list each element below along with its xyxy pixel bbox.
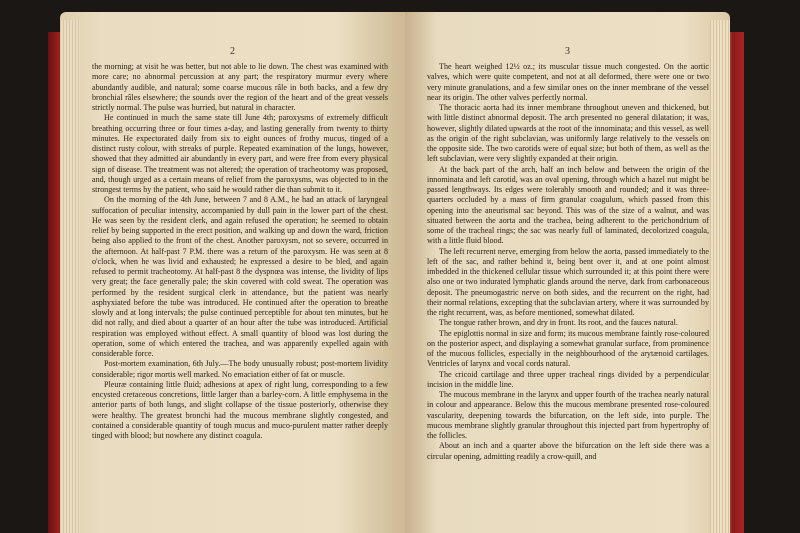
page-number-left: 2 xyxy=(230,46,235,57)
open-book xyxy=(60,12,730,533)
paragraph: The heart weighed 12½ oz.; its muscular tissue much congested. On the aortic valves, which were quite competent, and not at all deformed, there were one or two very minute granulations, and a few similar ones on the inner membrane of the vessel near its origin. The other valves perfectly normal. xyxy=(427,62,709,102)
paragraph: On the morning of the 4th June, between 7 and 8 A.M., he had an attack of laryngeal suffocation of peculiar intensity, accompanied by dull pain in the lower part of the chest. He was seen by the resident clerk, and again refused the operation; he seemed to obtain relief by being supported in the erect position, and walking up and down the ward, friction being also applied to the front of the chest. Another paroxysm, not so severe, occurred in the afternoon. At half-past 7 P.M. there was a return of the paroxysm. He was seen at 8 o'clock, when he was livid and exhausted; he expressed a desire to be bled, and again refused to permit tracheotomy. At half-past 8 the dyspnœa was intense, the lividity of lips very great; the face generally pale; the skin covered with cold sweat. The operation was performed by the resident surgical clerk in attendance, but the patient was nearly asphyxiated before the tube was introduced. He continued after the operation to breathe slowly and at long intervals; the pulse continued perceptible for about ten minutes, but he did not rally, and died about a quarter of an hour after the tube was introduced. Artificial respiration was employed without effect. A small quantity of blood was lost during the operation, some of which entered the trachea, and was apparently expelled again with considerable force. xyxy=(92,195,388,358)
left-page xyxy=(60,12,405,533)
paragraph: The thoracic aorta had its inner membrane throughout uneven and thickened, but with little distinct abnormal deposit. The arch presented no general dilatation; it was, however, slightly dilated upwards at the root of the innominata; and this vessel, as well as the origin of the right subclavian, was uniformly large relatively to the vessels on the opposite side. The two carotids were of equal size; but both of them, as well as the left subclavian, were very slightly expanded at their origin. xyxy=(427,103,709,164)
page-edges-right xyxy=(710,20,730,533)
page-number-right: 3 xyxy=(565,46,570,57)
paragraph: The cricoid cartilage and three upper tracheal rings divided by a perpendicular incision in the middle line. xyxy=(427,369,709,389)
paragraph: Post-mortem examination, 6th July.—The body unusually robust; post-mortem lividity considerable; rigor mortis well marked. No emaciation either of fat or muscle. xyxy=(92,359,388,379)
left-page-text xyxy=(92,62,388,441)
paragraph: The tongue rather brown, and dry in front. Its root, and the fauces natural. xyxy=(439,318,678,328)
paragraph: The left recurrent nerve, emerging from below the aorta, passed immediately to the left of the sac, and rather behind it, being bent over it, and at one point almost imbedded in the thickened cellular tissue which surrounded it; at this point there were also one or two indurated lymphatic glands around the nerve, dark from carbonaceous deposit. The pneumogastric nerve on both sides, and the recurrent on the right, had their normal relations, excepting that the subclavian artery, where it was surrounded by the right recurrent, was, as before mentioned, somewhat dilated. xyxy=(427,246,709,317)
paragraph: About an inch and a quarter above the bifurcation on the left side there was a circular opening, admitting readily a crow-quill, and xyxy=(427,441,709,461)
paragraph: He continued in much the same state till June 4th; paroxysms of extremely difficult breathing occurring three or four times a-day, and lasting generally from twenty to thirty minutes. He expectorated daily from six to eight ounces of frothy mucus, tinged of a distinct rusty colour, with streaks of purple. Repeated examination of the lungs, however, showed that they admitted air abundantly in every part, and were free from every physical sign of disease. The treatment was not altered; the operation of tracheotomy was proposed, and, though urged as a certain means of relief from the paroxysms, was objected to in the strongest terms by the patient, who said he would rather die than submit to it. xyxy=(92,113,388,194)
paragraph: At the back part of the arch, half an inch below and between the origin of the innominata and left carotid, was an oval opening, through which a hazel nut might be passed lengthways. Its edges were tolerably smooth and rounded; and it was three-quarters occluded by a mass of firm granular coagulum, which passed from this opening into the aneurismal sac beyond. This was of the size of a walnut, and was situated between the aorta and the trachea, being adherent to the perichondrium of some of the tracheal rings; the sac was nearly full of laminated, decolorized coagula, with a little fluid blood. xyxy=(427,164,709,246)
right-page-text xyxy=(427,62,709,462)
paragraph: Pleuræ containing little fluid; adhesions at apex of right lung, corresponding to a few encysted cretaceous concretions, little larger than a barley-corn. A little emphysema in the anterior parts of both lungs, and slight collapse of the tissue posteriorly, otherwise they were healthy. The greatest bronchi had the mucous membrane slightly congested, and contained a considerable quantity of tough mucus and muco-purulent matter rather deeply tinged with blood; but nowhere any distinct coagula. xyxy=(92,379,388,440)
paragraph: The epiglottis normal in size and form; its mucous membrane faintly rose-coloured on the posterior aspect, and displaying a somewhat granular surface, from prominence of the mucous follicles, especially in the neighbourhood of the arytænoid cartilages. Ventricles of larynx and vocal cords natural. xyxy=(427,328,709,369)
page-edges-left xyxy=(60,20,80,533)
paragraph: the morning; at visit he was better, but not able to lie down. The chest was examined with more care; no abnormal percussion at any part; the respiratory murmur every where abundantly audible, and natural; some coarse mucous râle in both backs, and a few dry bronchial râles elsewhere; the sounds over the region of the heart and of the great vessels strictly normal. The pulse was hurried, but natural in character. xyxy=(92,62,388,112)
paragraph: The mucous membrane in the larynx and upper fourth of the trachea nearly natural in colour and appearance. Below this the mucous membrane presented rose-coloured vascularity, deepening towards the bifurcation, on the left side, into purple. The mucous membrane slightly granular throughout this injected part from hypertrophy of the follicles. xyxy=(427,390,709,440)
right-page xyxy=(405,12,730,533)
